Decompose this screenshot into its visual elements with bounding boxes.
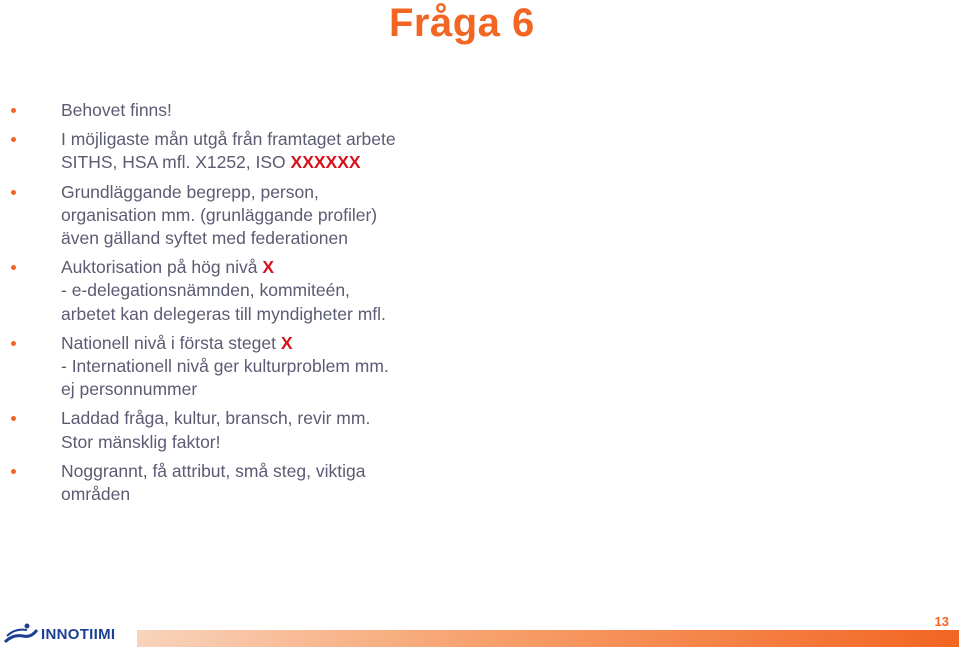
bullet-line	[61, 303, 520, 326]
page-number: 13	[934, 614, 949, 629]
bullet-text: Noggrannt, få attribut, små steg, viktiga	[61, 460, 366, 481]
bullet-text: Stor mänsklig faktor!	[61, 431, 221, 452]
bullet-text: Behovet finns!	[61, 100, 172, 120]
bullet-dot-icon	[11, 108, 16, 113]
footer-bar	[137, 630, 959, 647]
bullet-list	[0, 99, 520, 512]
bullet-line	[61, 99, 520, 122]
bullet-dot-icon	[11, 469, 16, 474]
highlight-mark: X	[262, 257, 275, 278]
bullet-text: SITHS, HSA mfl. X1252, ISO	[61, 152, 291, 173]
bullet-line	[61, 355, 520, 378]
bullet-line	[61, 256, 520, 279]
highlight-mark: X	[280, 332, 293, 353]
bullet-dot-icon	[11, 137, 16, 142]
bullet-text: områden	[61, 484, 131, 505]
logo-text: INNOTIIMI	[41, 625, 116, 643]
bullet-item	[0, 460, 520, 506]
bullet-line	[61, 279, 520, 302]
bullet-item	[0, 332, 520, 402]
bullet-text: Grundläggande begrepp, person,	[61, 181, 319, 202]
bullet-text: - Internationell nivå ger kulturproblem mm.	[61, 356, 389, 377]
bullet-line	[61, 460, 520, 483]
innotiimi-logo	[3, 622, 115, 646]
bullet-text: arbetet kan delegeras till myndigheter mfl.	[61, 303, 386, 324]
bullet-line	[61, 227, 520, 250]
bullet-line	[61, 128, 520, 151]
bullet-dot-icon	[11, 190, 16, 195]
bullet-line	[61, 204, 520, 227]
bullet-dot-icon	[11, 416, 16, 421]
bullet-line	[61, 407, 520, 430]
bullet-dot-icon	[11, 341, 16, 346]
bullet-line	[61, 431, 520, 454]
bullet-text: även gälland syftet med federationen	[61, 228, 348, 249]
bullet-text: Laddad fråga, kultur, bransch, revir mm.	[61, 408, 371, 429]
bullet-item	[0, 99, 520, 122]
bullet-line	[61, 483, 520, 506]
bullet-dot-icon	[11, 265, 16, 270]
bullet-item	[0, 128, 520, 174]
bullet-line	[61, 151, 520, 174]
bullet-text: organisation mm. (grunläggande profiler)	[61, 204, 378, 225]
bullet-text: Auktorisation på hög nivå	[61, 257, 263, 278]
bullet-text: I möjligaste mån utgå från framtaget arbete	[61, 129, 396, 150]
bullet-line	[61, 181, 520, 204]
bullet-item	[0, 407, 520, 453]
bullet-item	[0, 181, 520, 251]
bullet-line	[61, 378, 520, 401]
innotiimi-logo-icon	[3, 622, 39, 646]
bullet-text: ej personnummer	[61, 379, 198, 400]
highlight-mark: XXXXXX	[290, 152, 361, 173]
bullet-text: Nationell nivå i första steget	[61, 332, 281, 353]
slide-title: Fråga 6	[389, 1, 535, 45]
bullet-item	[0, 256, 520, 326]
bullet-line	[61, 332, 520, 355]
bullet-text: - e-delegationsnämnden, kommiteén,	[61, 280, 350, 301]
